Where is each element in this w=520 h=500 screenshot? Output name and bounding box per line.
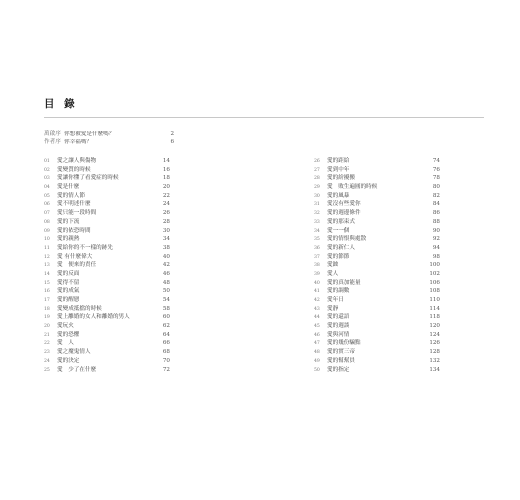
page-number: 70: [162, 357, 170, 364]
toc-entry: [44, 166, 170, 175]
chapter-number: 18: [44, 306, 50, 312]
toc-entry: [44, 287, 170, 296]
chapter-number: 06: [44, 202, 50, 208]
page-number: 74: [432, 158, 440, 164]
chapter-title: 愛年日: [327, 297, 344, 303]
page-number: 24: [162, 201, 170, 208]
page-number: 80: [432, 184, 440, 191]
chapter-title: 愛玩火: [57, 323, 74, 330]
chapter-title: 愛是什麼: [57, 184, 80, 191]
chapter-title: 愛蝕: [327, 262, 339, 269]
chapter-title: 愛讓你懂了看愛症的時候: [57, 175, 119, 182]
toc-entry: [314, 209, 440, 218]
page-title: 目 錄: [44, 98, 78, 110]
toc-entry: [44, 279, 170, 288]
preface-title: 你想被愛是什麼嗎？: [64, 131, 115, 137]
page-number: 124: [429, 331, 440, 338]
toc-entry: [314, 218, 440, 227]
toc-entry: [44, 235, 170, 244]
chapter-number: 10: [44, 237, 50, 243]
page-number: 88: [432, 218, 440, 225]
chapter-number: 12: [44, 254, 50, 260]
toc-entry: [314, 331, 440, 340]
page-number: 48: [162, 279, 170, 286]
page-number: 22: [162, 192, 170, 199]
chapter-number: 01: [44, 159, 50, 164]
chapter-title: 愛的情恨與處散: [327, 236, 367, 243]
chapter-number: 13: [44, 263, 50, 269]
chapter-title: 愛的距給: [327, 158, 350, 164]
page-number: 86: [432, 210, 440, 217]
chapter-title: 愛的紛擾搬: [327, 175, 355, 182]
chapter-number: 05: [44, 193, 50, 199]
page-number: 92: [432, 236, 440, 243]
chapter-title: 愛的決定: [57, 357, 80, 364]
page-number: 30: [162, 227, 170, 234]
chapter-title: 愛的情人節: [57, 192, 85, 199]
page-number: 26: [162, 210, 170, 217]
chapter-title: 愛的真加能量: [327, 279, 361, 286]
chapter-title: 愛的調數: [327, 288, 350, 295]
chapter-title: 愛的親熱: [57, 236, 80, 243]
toc-entry: [314, 174, 440, 183]
chapter-number: 40: [314, 280, 320, 286]
toc-entry: [44, 296, 170, 305]
page-number: 2: [170, 131, 174, 137]
page-number: 94: [432, 244, 440, 251]
chapter-number: 17: [44, 298, 50, 303]
chapter-number: 23: [44, 350, 50, 356]
page-number: 62: [162, 323, 170, 330]
chapter-number: 34: [314, 228, 320, 234]
page-number: 120: [429, 323, 440, 330]
page-number: 78: [432, 175, 440, 182]
chapter-number: 30: [314, 193, 320, 199]
chapter-title: 愛 敗生遍圓的時候: [327, 184, 378, 191]
chapter-title: 愛的實三帝: [327, 349, 355, 356]
chapter-title: 愛的週邊條件: [327, 210, 361, 217]
toc-entry: [44, 357, 170, 366]
preface-entry: [44, 139, 174, 147]
toc-entry: [44, 218, 170, 227]
chapter-title: 愛不明述什麼: [57, 201, 91, 208]
chapter-title: 愛的幫幫員: [327, 357, 355, 364]
toc-entry: [44, 227, 170, 236]
toc-entry: [44, 348, 170, 357]
chapter-title: 愛一一個: [327, 227, 350, 234]
chapter-number: 26: [314, 159, 320, 164]
toc-entry: [44, 200, 170, 209]
chapter-number: 47: [314, 341, 320, 347]
chapter-title: 愛到中年: [327, 166, 350, 173]
chapter-title: 愛 有什麼偉大: [57, 253, 93, 260]
page-number: 134: [429, 366, 440, 373]
toc-entry: [44, 339, 170, 348]
chapter-number: 28: [314, 176, 320, 182]
page-number: 132: [429, 357, 440, 364]
chapter-title: 愛只能一段時間: [57, 210, 97, 217]
chapter-number: 07: [44, 211, 50, 217]
chapter-title: 愛的節節: [327, 253, 350, 260]
page-number: 82: [432, 192, 440, 199]
page-number: 18: [162, 175, 170, 182]
toc-entry: [44, 313, 170, 322]
page-number: 38: [162, 244, 170, 251]
toc-entry: [314, 253, 440, 262]
chapter-title: 愛的下流: [57, 218, 80, 225]
page-number: 34: [162, 236, 170, 243]
chapter-title: 愛的還語: [327, 314, 350, 321]
toc-entry: [314, 235, 440, 244]
chapter-number: 25: [44, 367, 50, 373]
toc-entry: [314, 261, 440, 270]
chapter-number: 31: [314, 202, 320, 208]
page-number: 90: [432, 227, 440, 234]
page-number: 28: [162, 218, 170, 225]
chapter-title: 愛的醒戀: [57, 297, 80, 303]
chapter-number: 45: [314, 324, 320, 330]
chapter-number: 21: [44, 332, 50, 338]
chapter-number: 14: [44, 271, 50, 277]
page-number: 106: [429, 279, 440, 286]
chapter-number: 36: [314, 245, 320, 251]
chapter-number: 09: [44, 228, 50, 234]
toc-entry: [314, 200, 440, 209]
preface-author: 萬啟序: [44, 131, 61, 137]
chapter-number: 08: [44, 219, 50, 225]
chapter-number: 27: [314, 167, 320, 173]
chapter-title: 愛之讓人與傷物: [57, 158, 97, 164]
chapter-number: 03: [44, 176, 50, 182]
chapter-number: 38: [314, 263, 320, 269]
toc-entry: [44, 192, 170, 201]
chapter-number: 16: [44, 289, 50, 295]
toc-entry: [44, 157, 170, 166]
page-number: 100: [429, 262, 440, 269]
toc-entry: [44, 253, 170, 262]
toc-entry: [44, 244, 170, 253]
toc-entry: [44, 322, 170, 331]
page-number: 76: [432, 166, 440, 173]
toc-entry: [314, 270, 440, 279]
page-number: 114: [429, 305, 440, 312]
chapter-title: 愛變質的時候: [57, 166, 91, 173]
chapter-number: 33: [314, 219, 320, 225]
toc-entry: [44, 270, 170, 279]
chapter-number: 35: [314, 237, 320, 243]
chapter-title: 愛變成抵擋的時候: [57, 305, 102, 312]
chapter-title: 愛與河情: [327, 331, 350, 338]
page-number: 98: [432, 253, 440, 260]
toc-entry: [314, 287, 440, 296]
toc-entry: [44, 261, 170, 270]
page-number: 68: [162, 349, 170, 356]
chapter-number: 42: [314, 298, 320, 303]
chapter-number: 44: [314, 315, 320, 321]
chapter-title: 愛的幾份騙點: [327, 340, 361, 347]
toc-entry: [314, 305, 440, 314]
chapter-number: 41: [314, 289, 320, 295]
chapter-number: 19: [44, 315, 50, 321]
chapter-title: 愛人: [327, 270, 339, 277]
toc-entry: [314, 366, 440, 375]
chapter-title: 愛的恐懼: [57, 331, 80, 338]
chapter-title: 愛 人: [57, 340, 74, 347]
page-number: 64: [162, 331, 170, 338]
page-number: 126: [429, 340, 440, 347]
chapter-number: 02: [44, 167, 50, 173]
toc-entry: [44, 174, 170, 183]
chapter-title: 愛靜: [327, 305, 339, 312]
chapter-title: 愛 少了在什麼: [57, 366, 97, 373]
chapter-title: 愛的成氣: [57, 288, 80, 295]
toc-entry: [44, 183, 170, 192]
toc-right-column: [314, 157, 440, 374]
toc-entry: [314, 166, 440, 175]
toc-entry: [314, 348, 440, 357]
chapter-number: 39: [314, 271, 320, 277]
toc-entry: [44, 331, 170, 340]
chapter-number: 22: [44, 341, 50, 347]
toc-entry: [314, 192, 440, 201]
page-number: 66: [162, 340, 170, 347]
chapter-number: 49: [314, 358, 320, 364]
preface-entry: [44, 131, 174, 139]
chapter-title: 愛的新仁人: [327, 244, 355, 251]
chapter-number: 24: [44, 358, 50, 364]
chapter-number: 11: [44, 245, 50, 251]
chapter-number: 46: [314, 332, 320, 338]
chapter-title: 愛的那束式: [327, 218, 355, 225]
chapter-title: 愛之魔鬼情人: [57, 349, 91, 356]
toc-entry: [314, 322, 440, 331]
toc-entry: [44, 305, 170, 314]
toc-entry: [314, 313, 440, 322]
chapter-title: 愛 便來的責任: [57, 262, 97, 269]
toc-entry: [44, 209, 170, 218]
page-number: 72: [162, 366, 170, 373]
page-number: 14: [162, 158, 170, 164]
page-number: 60: [162, 314, 170, 321]
chapter-number: 37: [314, 254, 320, 260]
preface-title: 你幸福嗎？: [64, 138, 92, 145]
chapter-number: 04: [44, 185, 50, 191]
toc-entry: [314, 339, 440, 348]
page-number: 42: [162, 262, 170, 269]
chapter-title: 愛的風暴: [327, 192, 350, 199]
page-number: 102: [429, 270, 440, 277]
chapter-number: 50: [314, 367, 320, 373]
toc-entry: [314, 227, 440, 236]
chapter-title: 愛的週談: [327, 323, 350, 330]
chapter-number: 20: [44, 324, 50, 330]
chapter-title: 愛的反面: [57, 270, 80, 277]
toc-entry: [314, 183, 440, 192]
page-number: 110: [429, 297, 440, 303]
chapter-title: 愛上離婚的女人和離婚的男人: [57, 314, 130, 321]
page-number: 54: [162, 297, 170, 303]
page-number: 50: [162, 288, 170, 295]
toc-entry: [314, 357, 440, 366]
chapter-number: 32: [314, 211, 320, 217]
page-number: 108: [429, 288, 440, 295]
toc-entry: [44, 366, 170, 375]
toc-entry: [314, 296, 440, 305]
title-divider: [44, 117, 484, 118]
page-number: 40: [162, 253, 170, 260]
preface-author: 作者序: [44, 138, 61, 145]
chapter-number: 48: [314, 350, 320, 356]
page-number: 128: [429, 349, 440, 356]
chapter-number: 29: [314, 185, 320, 191]
chapter-title: 愛給你的不一樣的跡先: [57, 244, 113, 251]
toc-entry: [314, 279, 440, 288]
page-number: 6: [170, 138, 174, 145]
toc-entry: [314, 244, 440, 253]
page-number: 20: [162, 184, 170, 191]
page-number: 58: [162, 305, 170, 312]
chapter-title: 愛的指定: [327, 366, 350, 373]
page-number: 46: [162, 270, 170, 277]
chapter-title: 愛得不留: [57, 279, 80, 286]
chapter-number: 15: [44, 280, 50, 286]
preface-list: [44, 131, 174, 146]
chapter-title: 愛沒有些愛你: [327, 201, 361, 208]
toc-entry: [314, 157, 440, 166]
chapter-number: 43: [314, 306, 320, 312]
page-number: 118: [429, 314, 440, 321]
page-number: 16: [162, 166, 170, 173]
toc-left-column: [44, 157, 170, 374]
page-number: 84: [432, 201, 440, 208]
chapter-title: 愛的依恐時間: [57, 227, 91, 234]
